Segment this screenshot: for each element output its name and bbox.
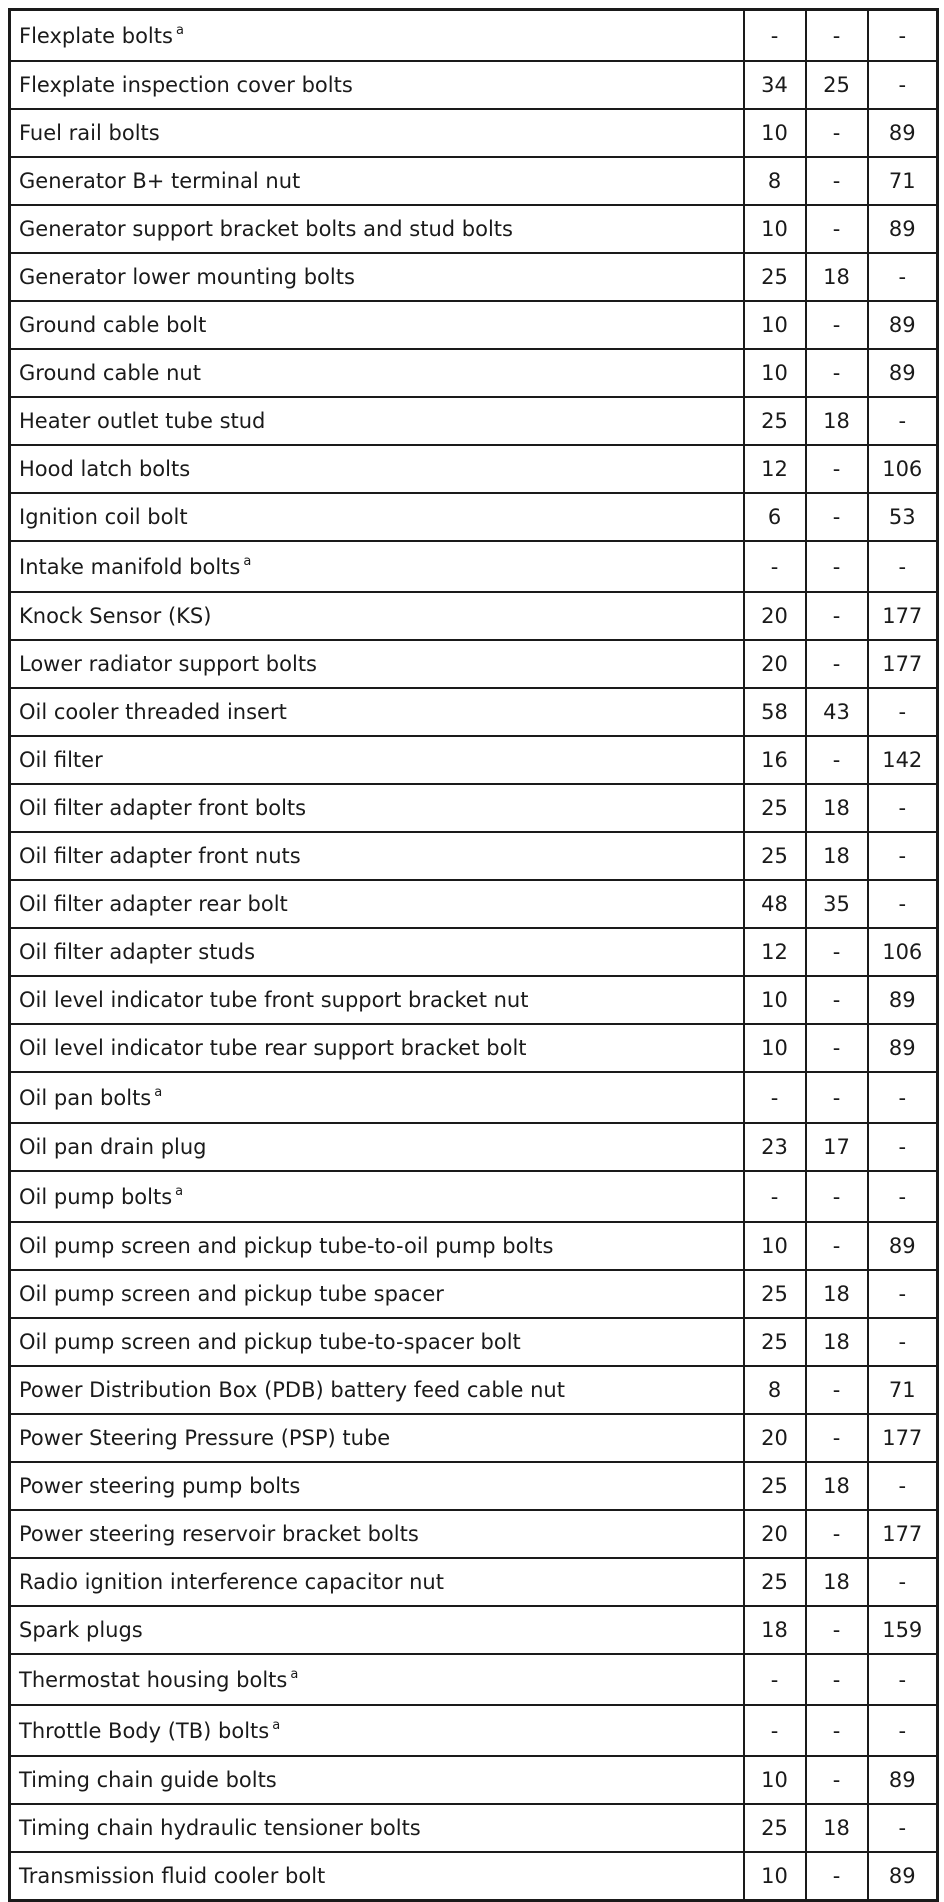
- torque-lbin-value: 71: [868, 157, 938, 205]
- torque-specifications-table: [8, 8, 939, 1902]
- torque-lbft-value: 18: [806, 253, 868, 301]
- fastener-description: Power steering reservoir bracket bolts: [19, 1522, 419, 1546]
- fastener-cell: [10, 592, 744, 640]
- table-row: [10, 832, 938, 880]
- footnote-marker: a: [175, 23, 184, 38]
- footnote-marker: a: [272, 1718, 281, 1733]
- torque-lbft-value: 18: [806, 832, 868, 880]
- torque-lbin-value: -: [868, 1705, 938, 1756]
- fastener-description: Flexplate inspection cover bolts: [19, 73, 353, 97]
- torque-lbft-value: -: [806, 1606, 868, 1654]
- torque-nm-value: 25: [744, 1270, 806, 1318]
- torque-lbin-value: 106: [868, 445, 938, 493]
- torque-lbin-value: 53: [868, 493, 938, 541]
- table-row: [10, 1414, 938, 1462]
- torque-lbft-value: -: [806, 445, 868, 493]
- fastener-cell: [10, 1558, 744, 1606]
- torque-lbin-value: -: [868, 1462, 938, 1510]
- table-row: [10, 1756, 938, 1804]
- torque-nm-value: 8: [744, 157, 806, 205]
- torque-lbft-value: -: [806, 1510, 868, 1558]
- torque-lbin-value: -: [868, 1270, 938, 1318]
- torque-lbin-value: -: [868, 10, 938, 62]
- footnote-marker: a: [175, 1184, 184, 1199]
- fastener-cell: [10, 1852, 744, 1901]
- torque-lbin-value: -: [868, 1654, 938, 1705]
- fastener-cell: [10, 1606, 744, 1654]
- fastener-cell: [10, 1270, 744, 1318]
- torque-lbin-value: 177: [868, 640, 938, 688]
- torque-lbft-value: -: [806, 1366, 868, 1414]
- fastener-cell: [10, 349, 744, 397]
- fastener-description: Throttle Body (TB) bolts: [19, 1719, 270, 1743]
- torque-lbin-value: 89: [868, 976, 938, 1024]
- torque-lbin-value: 159: [868, 1606, 938, 1654]
- fastener-cell: [10, 1462, 744, 1510]
- footnote-marker: a: [243, 554, 252, 569]
- torque-nm-value: 8: [744, 1366, 806, 1414]
- torque-lbft-value: 18: [806, 1462, 868, 1510]
- table-row: [10, 349, 938, 397]
- table-row: [10, 1318, 938, 1366]
- torque-lbin-value: 89: [868, 1024, 938, 1072]
- fastener-cell: [10, 1024, 744, 1072]
- fastener-description: Thermostat housing bolts: [19, 1668, 288, 1692]
- fastener-description: Power steering pump bolts: [19, 1474, 301, 1498]
- table-row: [10, 592, 938, 640]
- table-row: [10, 1072, 938, 1123]
- fastener-description: Timing chain hydraulic tensioner bolts: [19, 1816, 421, 1840]
- torque-lbft-value: -: [806, 157, 868, 205]
- fastener-description: Oil cooler threaded insert: [19, 700, 287, 724]
- torque-lbin-value: 89: [868, 301, 938, 349]
- fastener-description: Spark plugs: [19, 1618, 143, 1642]
- fastener-cell: [10, 832, 744, 880]
- fastener-cell: [10, 1366, 744, 1414]
- fastener-description: Oil filter adapter front nuts: [19, 844, 301, 868]
- fastener-description: Oil pump bolts: [19, 1185, 173, 1209]
- torque-lbft-value: -: [806, 1222, 868, 1270]
- fastener-cell: [10, 1756, 744, 1804]
- table-row: [10, 61, 938, 109]
- table-row: [10, 1852, 938, 1901]
- fastener-description: Oil filter: [19, 748, 103, 772]
- table-row: [10, 157, 938, 205]
- footnote-marker: a: [154, 1085, 163, 1100]
- fastener-cell: [10, 1654, 744, 1705]
- fastener-description: Intake manifold bolts: [19, 555, 241, 579]
- fastener-description: Oil level indicator tube front support bracket nut: [19, 988, 529, 1012]
- fastener-description: Radio ignition interference capacitor nut: [19, 1570, 444, 1594]
- fastener-cell: [10, 253, 744, 301]
- torque-lbin-value: -: [868, 253, 938, 301]
- torque-nm-value: 10: [744, 109, 806, 157]
- fastener-cell: [10, 1414, 744, 1462]
- torque-lbin-value: -: [868, 1072, 938, 1123]
- fastener-description: Oil filter adapter front bolts: [19, 796, 307, 820]
- torque-nm-value: 25: [744, 784, 806, 832]
- torque-nm-value: 10: [744, 1852, 806, 1901]
- torque-lbft-value: -: [806, 1654, 868, 1705]
- torque-lbft-value: 18: [806, 397, 868, 445]
- torque-nm-value: -: [744, 1072, 806, 1123]
- torque-nm-value: 12: [744, 445, 806, 493]
- torque-nm-value: -: [744, 1654, 806, 1705]
- fastener-description: Oil pump screen and pickup tube-to-spacer bolt: [19, 1330, 521, 1354]
- fastener-cell: [10, 1510, 744, 1558]
- torque-lbin-value: 89: [868, 1222, 938, 1270]
- torque-lbin-value: 177: [868, 1414, 938, 1462]
- torque-lbin-value: 71: [868, 1366, 938, 1414]
- fastener-cell: [10, 109, 744, 157]
- fastener-description: Generator B+ terminal nut: [19, 169, 301, 193]
- table-row: [10, 640, 938, 688]
- torque-lbin-value: -: [868, 688, 938, 736]
- torque-lbft-value: 25: [806, 61, 868, 109]
- torque-nm-value: 12: [744, 928, 806, 976]
- fastener-description: Lower radiator support bolts: [19, 652, 317, 676]
- torque-nm-value: 18: [744, 1606, 806, 1654]
- fastener-cell: [10, 301, 744, 349]
- torque-lbft-value: -: [806, 1756, 868, 1804]
- fastener-description: Oil filter adapter rear bolt: [19, 892, 288, 916]
- table-row: [10, 253, 938, 301]
- torque-lbft-value: -: [806, 1171, 868, 1222]
- fastener-description: Power Steering Pressure (PSP) tube: [19, 1426, 391, 1450]
- torque-nm-value: 25: [744, 832, 806, 880]
- table-row: [10, 736, 938, 784]
- table-row: [10, 688, 938, 736]
- fastener-description: Ground cable bolt: [19, 313, 207, 337]
- fastener-cell: [10, 784, 744, 832]
- fastener-cell: [10, 397, 744, 445]
- fastener-description: Fuel rail bolts: [19, 121, 160, 145]
- torque-lbft-value: -: [806, 109, 868, 157]
- torque-lbft-value: 18: [806, 1270, 868, 1318]
- torque-lbft-value: -: [806, 10, 868, 62]
- torque-nm-value: -: [744, 541, 806, 592]
- fastener-cell: [10, 157, 744, 205]
- torque-lbft-value: -: [806, 976, 868, 1024]
- torque-nm-value: 25: [744, 1804, 806, 1852]
- fastener-cell: [10, 1171, 744, 1222]
- fastener-cell: [10, 1222, 744, 1270]
- torque-lbin-value: 106: [868, 928, 938, 976]
- fastener-description: Oil pan bolts: [19, 1086, 152, 1110]
- fastener-cell: [10, 1072, 744, 1123]
- torque-nm-value: 25: [744, 397, 806, 445]
- table-row: [10, 541, 938, 592]
- table-row: [10, 1270, 938, 1318]
- fastener-description: Hood latch bolts: [19, 457, 191, 481]
- torque-lbft-value: -: [806, 493, 868, 541]
- table-row: [10, 1510, 938, 1558]
- torque-lbin-value: -: [868, 1558, 938, 1606]
- torque-lbft-value: -: [806, 349, 868, 397]
- torque-lbin-value: -: [868, 832, 938, 880]
- table-row: [10, 1804, 938, 1852]
- table-row: [10, 10, 938, 62]
- fastener-cell: [10, 736, 744, 784]
- fastener-cell: [10, 205, 744, 253]
- fastener-description: Oil level indicator tube rear support bracket bolt: [19, 1036, 527, 1060]
- table-row: [10, 1222, 938, 1270]
- table-row: [10, 1558, 938, 1606]
- torque-lbin-value: -: [868, 1123, 938, 1171]
- table-row: [10, 1654, 938, 1705]
- fastener-cell: [10, 928, 744, 976]
- fastener-cell: [10, 1804, 744, 1852]
- fastener-description: Power Distribution Box (PDB) battery feed cable nut: [19, 1378, 565, 1402]
- torque-nm-value: 34: [744, 61, 806, 109]
- torque-nm-value: 20: [744, 1414, 806, 1462]
- torque-lbin-value: -: [868, 784, 938, 832]
- fastener-cell: [10, 61, 744, 109]
- fastener-description: Oil pump screen and pickup tube spacer: [19, 1282, 444, 1306]
- torque-nm-value: 25: [744, 1318, 806, 1366]
- torque-lbft-value: -: [806, 928, 868, 976]
- fastener-cell: [10, 1123, 744, 1171]
- torque-nm-value: 23: [744, 1123, 806, 1171]
- fastener-cell: [10, 10, 744, 62]
- fastener-cell: [10, 640, 744, 688]
- torque-lbin-value: 89: [868, 205, 938, 253]
- table-row: [10, 1606, 938, 1654]
- fastener-description: Knock Sensor (KS): [19, 604, 212, 628]
- fastener-cell: [10, 1705, 744, 1756]
- fastener-description: Ground cable nut: [19, 361, 201, 385]
- table-row: [10, 301, 938, 349]
- fastener-cell: [10, 880, 744, 928]
- torque-lbin-value: -: [868, 1318, 938, 1366]
- torque-lbin-value: -: [868, 541, 938, 592]
- torque-lbft-value: 35: [806, 880, 868, 928]
- torque-nm-value: 10: [744, 1756, 806, 1804]
- torque-lbin-value: -: [868, 61, 938, 109]
- torque-nm-value: 10: [744, 301, 806, 349]
- fastener-cell: [10, 976, 744, 1024]
- torque-lbft-value: -: [806, 640, 868, 688]
- table-row: [10, 445, 938, 493]
- torque-lbin-value: 142: [868, 736, 938, 784]
- torque-lbft-value: -: [806, 1852, 868, 1901]
- table-body: [10, 10, 938, 1901]
- torque-lbft-value: -: [806, 301, 868, 349]
- fastener-description: Oil filter adapter studs: [19, 940, 256, 964]
- torque-nm-value: 20: [744, 640, 806, 688]
- table-row: [10, 205, 938, 253]
- torque-nm-value: 10: [744, 1222, 806, 1270]
- fastener-description: Generator support bracket bolts and stud bolts: [19, 217, 513, 241]
- torque-lbft-value: 18: [806, 784, 868, 832]
- fastener-description: Heater outlet tube stud: [19, 409, 266, 433]
- torque-lbin-value: -: [868, 1804, 938, 1852]
- fastener-cell: [10, 1318, 744, 1366]
- torque-nm-value: 10: [744, 205, 806, 253]
- torque-nm-value: -: [744, 10, 806, 62]
- fastener-cell: [10, 493, 744, 541]
- fastener-description: Transmission fluid cooler bolt: [19, 1864, 326, 1888]
- table-row: [10, 1171, 938, 1222]
- torque-lbft-value: -: [806, 1024, 868, 1072]
- torque-lbft-value: -: [806, 205, 868, 253]
- torque-lbft-value: -: [806, 1072, 868, 1123]
- torque-nm-value: -: [744, 1705, 806, 1756]
- torque-lbin-value: -: [868, 397, 938, 445]
- torque-nm-value: 20: [744, 1510, 806, 1558]
- torque-lbin-value: 89: [868, 109, 938, 157]
- table-row: [10, 784, 938, 832]
- table-row: [10, 976, 938, 1024]
- fastener-description: Generator lower mounting bolts: [19, 265, 355, 289]
- torque-lbft-value: 18: [806, 1804, 868, 1852]
- torque-nm-value: 6: [744, 493, 806, 541]
- torque-lbft-value: -: [806, 1414, 868, 1462]
- torque-nm-value: 25: [744, 1558, 806, 1606]
- fastener-description: Oil pan drain plug: [19, 1135, 207, 1159]
- torque-nm-value: 58: [744, 688, 806, 736]
- fastener-cell: [10, 541, 744, 592]
- torque-lbft-value: -: [806, 541, 868, 592]
- torque-lbft-value: -: [806, 592, 868, 640]
- fastener-cell: [10, 688, 744, 736]
- table-row: [10, 1123, 938, 1171]
- torque-nm-value: 10: [744, 349, 806, 397]
- torque-nm-value: 25: [744, 1462, 806, 1510]
- torque-nm-value: -: [744, 1171, 806, 1222]
- torque-nm-value: 25: [744, 253, 806, 301]
- footnote-marker: a: [290, 1667, 299, 1682]
- fastener-description: Timing chain guide bolts: [19, 1768, 277, 1792]
- torque-lbin-value: 89: [868, 1756, 938, 1804]
- table-row: [10, 928, 938, 976]
- torque-lbft-value: -: [806, 736, 868, 784]
- torque-lbin-value: 177: [868, 1510, 938, 1558]
- table-row: [10, 1366, 938, 1414]
- table-row: [10, 397, 938, 445]
- torque-nm-value: 20: [744, 592, 806, 640]
- table-row: [10, 493, 938, 541]
- torque-lbin-value: 89: [868, 349, 938, 397]
- fastener-description: Flexplate bolts: [19, 24, 173, 48]
- torque-lbft-value: 17: [806, 1123, 868, 1171]
- torque-lbft-value: 18: [806, 1558, 868, 1606]
- torque-nm-value: 48: [744, 880, 806, 928]
- torque-nm-value: 16: [744, 736, 806, 784]
- fastener-cell: [10, 445, 744, 493]
- torque-nm-value: 10: [744, 1024, 806, 1072]
- torque-lbin-value: 89: [868, 1852, 938, 1901]
- fastener-description: Oil pump screen and pickup tube-to-oil pump bolts: [19, 1234, 554, 1258]
- torque-lbin-value: -: [868, 1171, 938, 1222]
- torque-lbin-value: 177: [868, 592, 938, 640]
- torque-nm-value: 10: [744, 976, 806, 1024]
- table-row: [10, 109, 938, 157]
- torque-lbft-value: -: [806, 1705, 868, 1756]
- torque-lbft-value: 43: [806, 688, 868, 736]
- table-row: [10, 1705, 938, 1756]
- torque-lbft-value: 18: [806, 1318, 868, 1366]
- table-row: [10, 1024, 938, 1072]
- table-row: [10, 1462, 938, 1510]
- torque-lbin-value: -: [868, 880, 938, 928]
- fastener-description: Ignition coil bolt: [19, 505, 188, 529]
- table-row: [10, 880, 938, 928]
